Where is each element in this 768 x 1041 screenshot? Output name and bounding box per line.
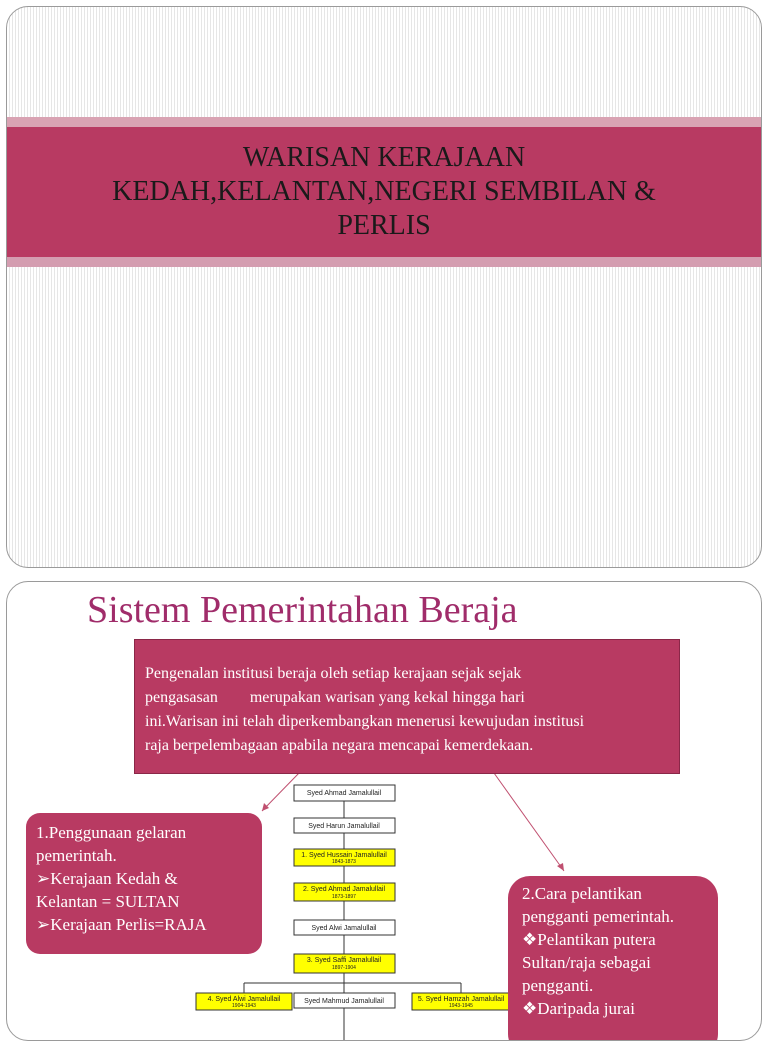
arrow-right-head (557, 863, 564, 871)
tree-node (294, 954, 395, 973)
box-line: ❖Pelantikan putera (522, 930, 656, 949)
title-banner (7, 127, 761, 257)
svg-text:1. Syed Hussain Jamalullail: 1. Syed Hussain Jamalullail (301, 852, 387, 859)
title-usage-box (26, 813, 262, 954)
box-line: Kelantan = SULTAN (36, 892, 180, 911)
tree-node (412, 993, 509, 1010)
tree-node (196, 993, 292, 1010)
svg-text:1943-1945: 1943-1945 (449, 1003, 473, 1009)
svg-text:Syed Ahmad Jamalullail: Syed Ahmad Jamalullail (306, 790, 382, 797)
tree-node (294, 993, 395, 1008)
svg-text:Syed Harun Jamalullail: Syed Harun Jamalullail (308, 823, 380, 830)
title-line-3: PERLIS (337, 210, 431, 241)
content-slide (6, 581, 762, 1041)
slide-heading: Sistem Pemerintahan Beraja (87, 589, 518, 631)
svg-text:1873-1897: 1873-1897 (332, 894, 356, 900)
svg-text:2. Syed Ahmad Jamalullail: 2. Syed Ahmad Jamalullail (302, 886, 386, 893)
svg-text:3. Syed Saffi Jamalullail: 3. Syed Saffi Jamalullail (306, 957, 382, 964)
tree-node (294, 849, 395, 866)
box-line: 1.Penggunaan gelaran (36, 823, 187, 842)
svg-text:1904-1943: 1904-1943 (232, 1003, 256, 1009)
tree-node (294, 785, 395, 801)
intro-line: ini.Warisan ini telah diperkembangkan menerusi kewujudan institusi (145, 713, 585, 730)
tree-node (294, 920, 395, 935)
svg-text:Syed Alwi Jamalullail: Syed Alwi Jamalullail (311, 925, 377, 932)
svg-text:1843-1873: 1843-1873 (332, 859, 356, 865)
svg-text:4. Syed Alwi Jamalullail: 4. Syed Alwi Jamalullail (207, 996, 281, 1003)
box-line: pengganti. (522, 976, 594, 995)
box-line: Sultan/raja sebagai (522, 953, 651, 972)
intro-line: raja berpelembagaan apabila negara mencapai kemerdekaan. (145, 737, 534, 754)
title-slide (6, 6, 762, 568)
svg-text:5. Syed Hamzah Jamalullail: 5. Syed Hamzah Jamalullail (417, 996, 505, 1003)
succession-box (508, 876, 718, 1041)
arrow-right (494, 773, 564, 871)
box-line: pemerintah. (36, 846, 117, 865)
banner-top-stripe (7, 117, 761, 127)
tree-node (294, 818, 395, 833)
box-line: ❖Daripada jurai (522, 999, 635, 1018)
tree-node (294, 883, 395, 901)
intro-box (134, 639, 680, 774)
svg-text:1897-1904: 1897-1904 (332, 965, 356, 971)
box-line: pengganti pemerintah. (522, 907, 675, 926)
title-line-1: WARISAN KERAJAAN (242, 142, 526, 173)
box-line: ➢Kerajaan Kedah & (36, 869, 178, 888)
title-line-2: KEDAH,KELANTAN,NEGERI SEMBILAN & (112, 176, 656, 207)
intro-line: pengasasan merupakan warisan yang kekal hingga hari (145, 689, 525, 706)
svg-text:Syed Mahmud Jamalullail: Syed Mahmud Jamalullail (304, 998, 384, 1005)
box-line: ➢Kerajaan Perlis=RAJA (36, 915, 207, 934)
box-line: 2.Cara pelantikan (522, 884, 642, 903)
banner-bottom-stripe (7, 257, 761, 267)
intro-line: Pengenalan institusi beraja oleh setiap kerajaan sejak sejak (145, 665, 522, 682)
